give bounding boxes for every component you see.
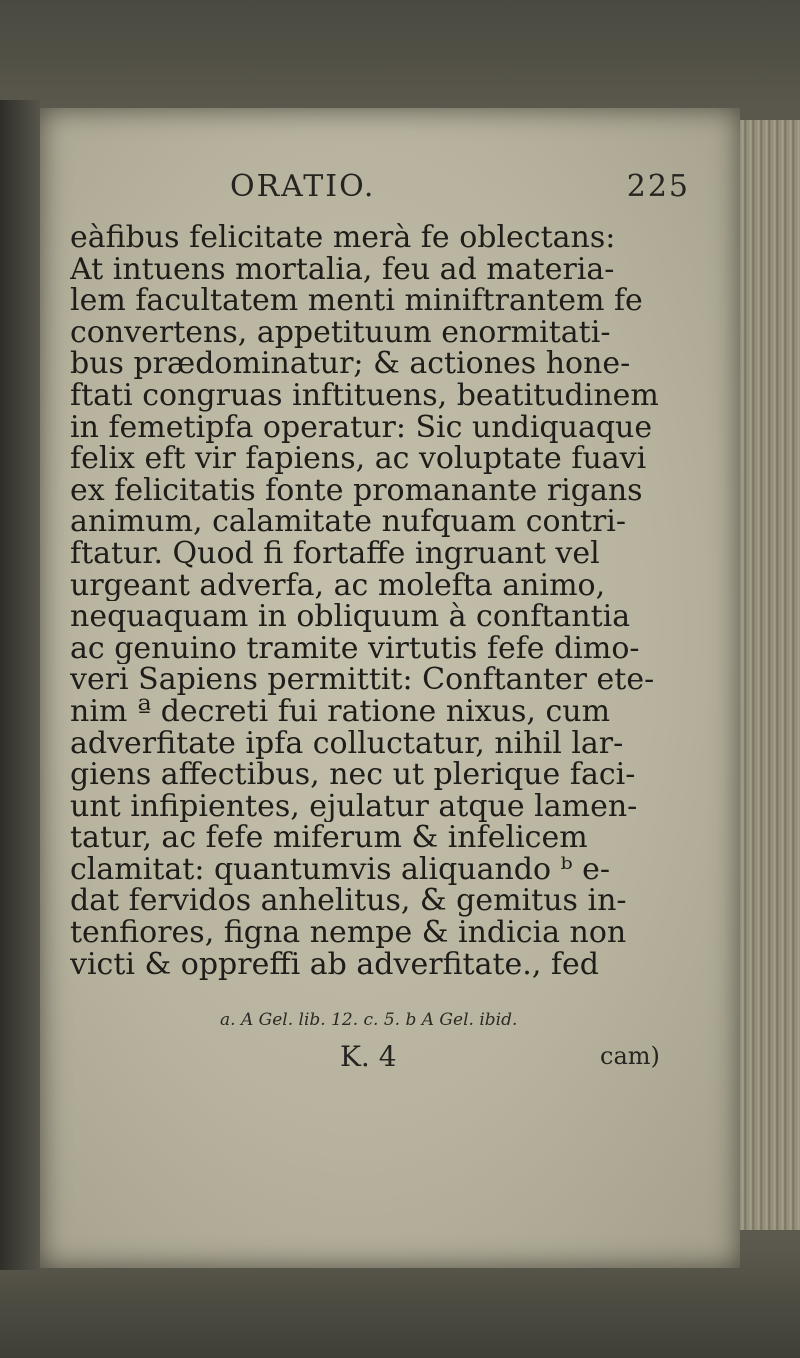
text-line: clamitat: quantumvis aliquando ᵇ e- [70,853,611,886]
page-number: 225 [626,168,690,204]
text-line: ftati congruas inftituens, beatitudinem [70,379,659,412]
text-line: ac genuino tramite virtutis fefe dimo- [70,632,640,665]
text-line: animum, calamitate nufquam contri- [70,506,627,538]
text-line: victi & oppreffi ab adverfitate., fed [70,948,599,981]
text-line: unt infipientes, ejulatur atque lamen- [70,790,638,823]
text-line: ex felicitatis fonte promanante rigans [70,474,643,507]
text-line: veri Sapiens permittit: Conftanter ete- [70,664,655,696]
text-line: nim ª decreti fui ratione nixus, cum [70,695,611,728]
text-line: in femetipfa operatur: Sic undiquaque [70,411,653,444]
text-line: adverfitate ipfa colluctatur, nihil lar- [70,727,624,760]
text-line: tatur, ac fefe miferum & infelicem [70,822,588,854]
text-line: dat fervidos anhelitus, & gemitus in- [70,885,627,918]
binding-gutter [0,100,40,1270]
signature-mark: K. 4 [340,1040,397,1073]
text-line: urgeant adverfa, ac molefta animo, [70,569,606,602]
text-line: ftatur. Quod fi fortaffe ingruant vel [70,537,600,570]
text-line: convertens, appetituum enormitati- [70,316,611,349]
text-line: tenfiores, figna nempe & indicia non [70,917,627,949]
body-text [70,222,685,980]
footnote: a. A Gel. lib. 12. c. 5. b A Gel. ibid. [220,1010,518,1030]
running-head [230,166,690,206]
text-line: giens affectibus, nec ut plerique faci- [70,759,636,791]
text-line: nequaquam in obliquum à conftantia [70,601,631,633]
catchword: cam) [600,1042,660,1070]
text-line: bus prædominatur; & actiones hone- [70,348,631,380]
running-head-title: ORATIO. [230,168,376,204]
text-line: lem facultatem menti miniftrantem fe [70,285,643,317]
text-line: felix eft vir fapiens, ac voluptate fuavi [70,443,647,475]
page-edges [740,120,800,1230]
text-line: eàfibus felicitate merà fe oblectans: [70,222,616,254]
text-line: At intuens mortalia, feu ad materia- [70,253,615,286]
